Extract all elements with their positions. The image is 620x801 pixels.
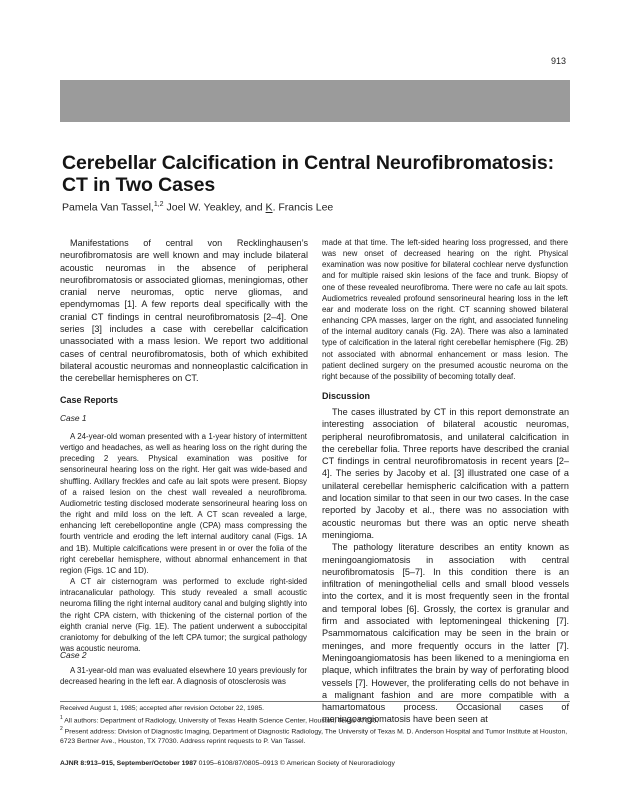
case1-body	[60, 431, 307, 654]
footnote-2-mark: 2	[60, 726, 63, 733]
case2-label: Case 2	[60, 650, 87, 660]
discussion-body	[322, 406, 569, 726]
author-k-initial: K	[265, 201, 273, 214]
case1-paragraph: A 24-year-old woman presented with a 1-year history of intermittent vertigo and headaches, as well as hearing loss on the right during the preceding 2 years. Physical examination was positive for sensorineural hearing loss on the right. Her gait was wide-based and shuffling. Axillary freckles and cafe au lait spots were present. Biopsy of a raised lesion on the chest wall revealed a neurofibroma. Audiometric testing disclosed moderate sensorineural hearing loss on the right and mild loss on the left. A CT scan revealed a large, enhancing left cerebellopontine angle (CPA) mass compressing the fourth ventricle and eroding the left internal auditory canal (Figs. 1A and 1B). Multiple calcifications were present in or over the folia of the right cerebellar hemisphere, without abnormal enhancement in that region (Figs. 1C and 1D).	[60, 432, 307, 575]
case1-label: Case 1	[60, 413, 87, 423]
author-line	[62, 201, 333, 214]
citation-journal: AJNR 8:913–915, September/October 1987	[60, 760, 197, 767]
footnote-1-text: All authors: Department of Radiology, University of Texas Health Science Center, Houston, Texas 77030.	[62, 716, 379, 724]
author-rest-a: Joel W. Yeakley, and	[163, 201, 266, 214]
abstract-text: Manifestations of central von Recklinghausen’s neurofibromatosis are well known and may include bilateral acoustic neuromas in the absence of peripheral neurofibromatosis or associated gliomas, meningiomas, other cranial nerve neuromas, optic nerve gliomas, and ependymomas [1]. A few reports deal specifically with the cranial CT findings in central neurofibromatosis [2–4]. One series [3] includes a case with cerebellar calcification unassociated with a mass lesion. We report two additional cases of central neurofibromatosis, both of which exhibited bilateral acoustic neuromas and nonneoplastic calcification in the cerebellar hemispheres on CT.	[60, 238, 308, 384]
discussion-heading: Discussion	[322, 391, 371, 401]
footnote-2	[60, 725, 572, 746]
author-first: Pamela Van Tassel,	[62, 201, 154, 214]
footnote-divider	[60, 701, 570, 702]
footnotes	[60, 704, 572, 747]
discussion-paragraph: The cases illustrated by CT in this report demonstrate an interesting association of bilateral acoustic neuromas, peripheral neurofibromatosis, and unilateral calcification in the cerebellar folia. Three reports have described the cranial CT findings in central neurofibromatosis in recent years [2–4]. The series by Jacoby et al. [3] illustrated one case of a unilateral cerebellar hemispheric calcification with a pattern and location similar to that seen in our two cases. In the case reported by Jacoby et al., there was no association with acoustic neuromas but there was an optic nerve sheath meningioma.	[322, 407, 569, 540]
author-rest-b: . Francis Lee	[272, 201, 334, 214]
footnote-2-text: Present address: Division of Diagnostic Imaging, Department of Diagnostic Radiology, The University of Texas M. D. Anderson Hospital and Tumor Institute at Houston, 6723 Bertner Ave., Houston, TX 77030. Address reprint requests to P. Van Tassel.	[60, 728, 568, 746]
citation-line	[60, 760, 580, 767]
case-reports-heading: Case Reports	[60, 395, 119, 405]
article-title: Cerebellar Calcification in Central Neurofibromatosis: CT in Two Cases	[62, 152, 554, 196]
case2-continuation-text: made at that time. The left-sided hearing loss progressed, and there was new onset of decreased hearing on the right. Physical examination was now positive for bilateral cochlear nerve dysfunction and for multiple raised skin lesions of the face and trunk. Biopsy of one of these revealed neurofibroma. There were no cafe au lait spots. Audiometrics revealed profound sensorineural hearing loss in the left ear and moderate loss on the right. CT scanning showed bilateral enhancing CPA masses, larger on the right, and associated funneling of the internal auditory canals (Fig. 2A). There was also a laminated type of calcification in the lateral right cerebellar hemisphere (Fig. 2B) not associated with abnormal enhancement or mass lesion. The patient declined surgery on the presumed acoustic neuroma on the right because of the possibility of becoming totally deaf.	[322, 238, 568, 381]
received-note: Received August 1, 1985; accepted after revision October 22, 1985.	[60, 705, 265, 712]
footnote-1-mark: 1	[60, 714, 63, 721]
header-bar	[60, 80, 570, 122]
page-number: 913	[550, 56, 566, 66]
case2-body	[60, 665, 307, 687]
case1-paragraph: A CT air cisternogram was performed to exclude right-sided intracanalicular pathology. This study revealed a small acoustic neuroma filling the right internal auditory canal and bulging slightly into the right CPA cistern, with thickening of the cisternal portion of the eighth cranial nerve (Fig. 1E). The patient underwent a suboccipital craniotomy for debulking of the left CPA tumor; the surgical pathology was acoustic neuroma.	[60, 577, 307, 653]
case2-paragraph: A 31-year-old man was evaluated elsewhere 10 years previously for decreased hearing in the left ear. A diagnosis of otosclerosis was	[60, 666, 307, 687]
case2-continuation	[322, 237, 568, 382]
footnote-1	[60, 714, 572, 726]
discussion-paragraph: The pathology literature describes an entity known as meningoangiomatosis in association with central neurofibromatosis [5–7]. In this condition there is an infiltration of meningothelial cells and small blood vessels into the cortex, and it is most frequently seen in the frontal and temporal lobes [6]. Grossly, the cortex is granular and firm and associated with leptomeningeal thickening [7]. Psammomatous calcification may be seen in the brain or meninges, and more frequently occurs in the latter [7]. Meningoangiomatosis has been likened to a meningioma en plaque, which infiltrates the brain by way of perforating blood vessels [7]. However, the proliferating cells do not behave in a malignant fashion and are more compatible with a hamartomatous process. Occasional cases of meningoangiomatosis have been seen at	[322, 542, 569, 725]
abstract	[60, 237, 308, 385]
citation-rest: 0195–6108/87/0805–0913 © American Society of Neuroradiology	[196, 760, 395, 767]
author-first-affiliation: 1,2	[153, 201, 164, 208]
